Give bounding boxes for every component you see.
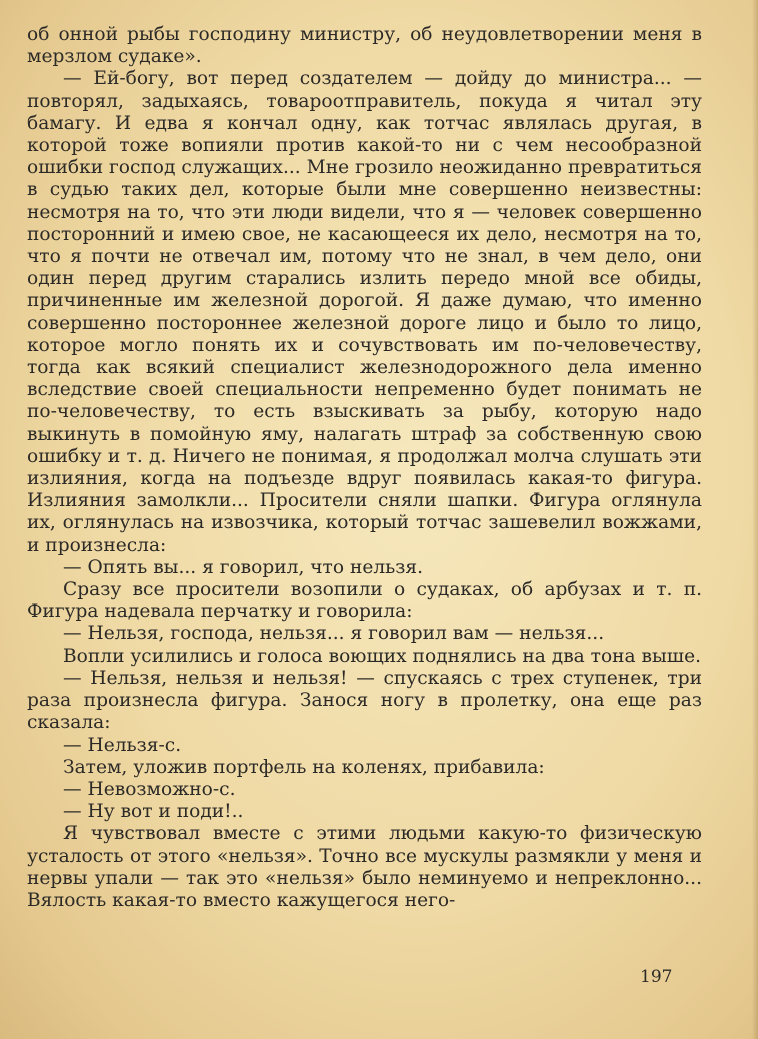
page-edge: [752, 0, 758, 1039]
paragraph: Вопли усилились и голоса воющих поднялись на два тона выше.: [63, 645, 701, 667]
paragraph: — Нельзя, господа, нельзя... я говорил вам — нельзя...: [63, 623, 605, 645]
paragraph: Сразу все просители возопили о судаках, об арбузах и т. п. Фигура надевала перчатку и говорила:: [27, 579, 702, 623]
paragraph: Затем, уложив портфель на коленях, прибавила:: [63, 756, 545, 778]
paragraph: — Нельзя-с.: [63, 734, 182, 756]
paragraph: — Ну вот и поди!..: [63, 801, 244, 823]
paragraph: — Нельзя, нельзя и нельзя! — спускаясь с трех ступенек, три раза произнесла фигура. Занося ногу в пролетку, она еще раз сказала:: [27, 667, 702, 734]
paragraph: — Ей-богу, вот перед создателем — дойду до министра... — повторял, задыхаясь, товароотправитель, покуда я читал эту бамагу. И едва я кончал одну, как тотчас являлась другая, в которой тоже вопияли против какой-то ни с чем несообразной ошибки господ служащих... Мне грозило неожиданно превратиться в судью таких дел, которые были мне совершенно неизвестны: несмотря на то, что эти люди видели, что я — человек совершенно посторонний и имею свое, не касающееся их дело, несмотря на то, что я почти не отвечал им, потому что не знал, в чем дело, они один перед другим старались излить передо мной все обиды, причиненные им железной дорогой. Я даже думаю, что именно совершенно постороннее железной дороге лицо и было то лицо, которое могло понять их и сочувствовать им по-человечеству, тогда как всякий специалист железнодорожного дела именно вследствие своей специальности непременно будет понимать не по-человечеству, то есть взыскивать за рыбу, которую надо выкинуть в помойную яму, налагать штраф за собственную свою ошибку и т. д. Ничего не понимая, я продолжал молча слушать эти излияния, когда на подъезде вдруг появилась какая-то фигура. Излияния замолкли... Просители сняли шапки. Фигура оглянула их, оглянулась на извозчика, который тотчас зашевелил вожжами, и произнесла:: [27, 68, 702, 556]
paragraph: Я чувствовал вместе с этими людьми какую-то физическую усталость от этого «нельзя». Точно все мускулы размякли у меня и нервы упали — так это «нельзя» было неминуемо и непреклонно... Вялость какая-то вместо кажущегося него-: [27, 823, 702, 911]
book-page-text: [27, 24, 702, 912]
page-number: 197: [640, 967, 673, 987]
paragraph: — Невозможно-с.: [63, 778, 236, 800]
paragraph: — Опять вы... я говорил, что нельзя.: [63, 556, 424, 578]
paragraph: об онной рыбы господину министру, об неудовлетворении меня в мерзлом судаке».: [27, 24, 702, 68]
